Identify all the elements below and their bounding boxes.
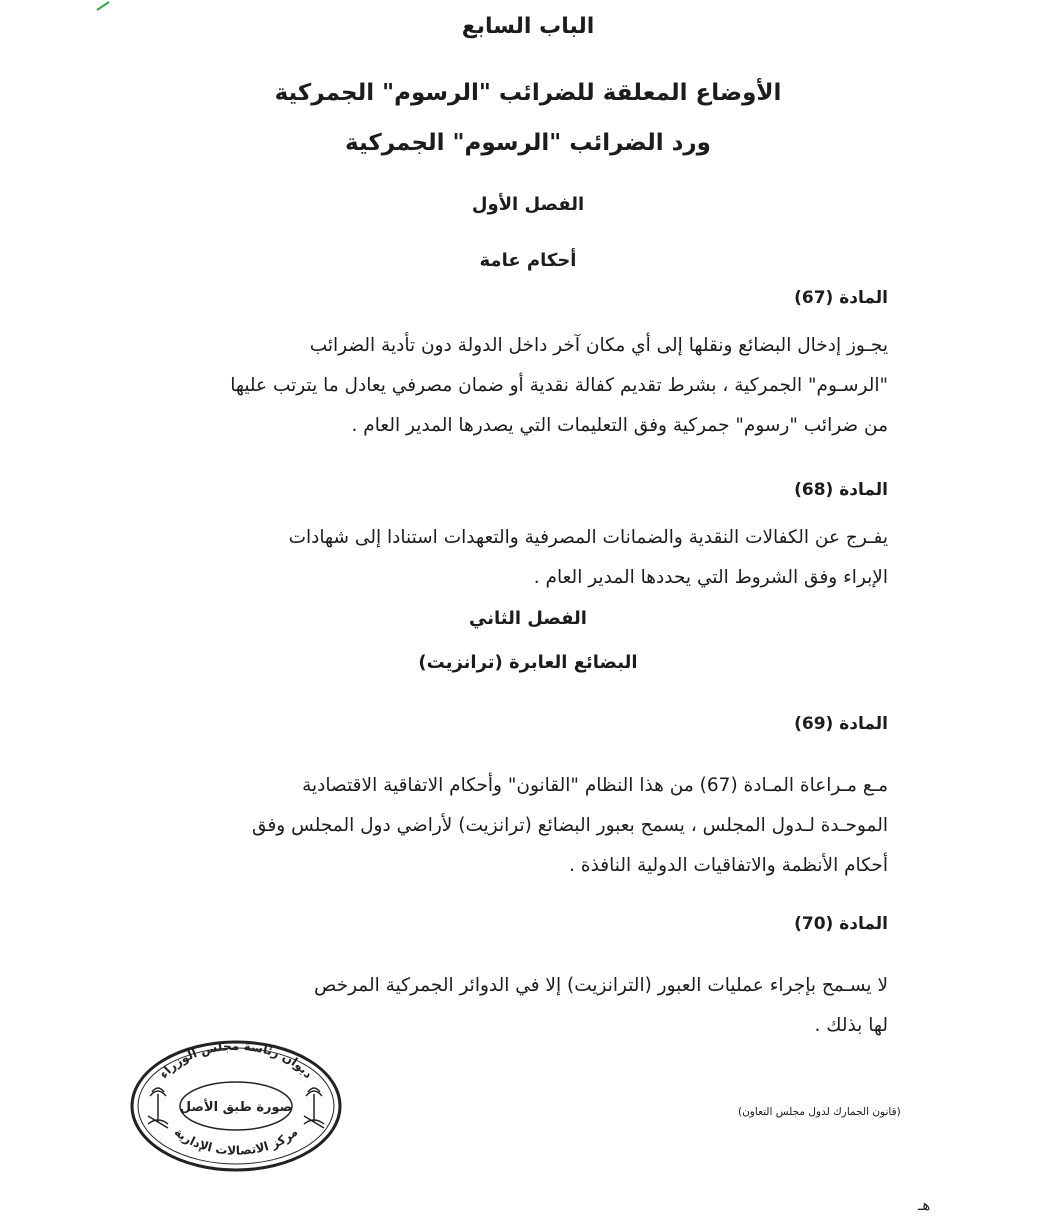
article-67-body: [168, 326, 888, 446]
section-1-heading: الفصل الأول: [471, 194, 585, 215]
article-68-line: الإبراء وفق الشروط التي يحددها المدير العام .: [533, 567, 888, 588]
footer-source-note: (قانون الجمارك لدول مجلس التعاون): [738, 1106, 901, 1118]
article-70-body: [168, 966, 888, 1046]
stamp-bottom-text: مركز الاتصالات الإدارية: [171, 1124, 301, 1158]
article-67-label: المادة (67): [794, 288, 888, 308]
official-stamp: [128, 1038, 344, 1174]
article-67-line: يجـوز إدخال البضائع ونقلها إلى أي مكان آخر داخل الدولة دون تأدية الضرائب: [309, 335, 888, 356]
section-2-subheading: البضائع العابرة (ترانزيت): [418, 652, 638, 673]
article-70-line: لا يسـمح بإجراء عمليات العبور (الترانزيت) إلا في الدوائر الجمركية المرخص: [314, 975, 888, 996]
stamp-center-text: صورة طبق الأصل: [179, 1100, 293, 1115]
palm-swords-emblem-right: [304, 1088, 324, 1128]
article-68-body: [168, 518, 888, 598]
svg-text:ديوان رئاسة مجلس الوزراء: [156, 1039, 315, 1081]
title-line-1: الأوضاع المعلقة للضرائب "الرسوم" الجمركية: [274, 80, 782, 106]
article-67-line: "الرسـوم" الجمركية ، بشرط تقديم كفالة نقدية أو ضمان مصرفي يعادل ما يترتب عليها: [230, 375, 888, 396]
article-69-label: المادة (69): [794, 714, 888, 734]
article-68-line: يفـرج عن الكفالات النقدية والضمانات المصرفية والتعهدات استنادا إلى شهادات: [288, 527, 888, 548]
title-line-2: ورد الضرائب "الرسوم" الجمركية: [345, 130, 711, 156]
article-67-line: من ضرائب "رسوم" جمركية وفق التعليمات التي يصدرها المدير العام .: [351, 415, 888, 436]
stamp-top-text: ديوان رئاسة مجلس الوزراء: [156, 1038, 316, 1082]
article-70-line: لها بذلك .: [814, 1015, 888, 1036]
article-69-body: [168, 766, 888, 886]
section-2-heading: الفصل الثاني: [469, 608, 587, 629]
palm-swords-emblem-left: [148, 1088, 168, 1128]
page-mark: هـ: [918, 1196, 931, 1214]
article-70-label: المادة (70): [794, 914, 888, 934]
section-1-subheading: أحكام عامة: [479, 250, 577, 271]
article-69-line: أحكام الأنظمة والاتفاقيات الدولية النافذة .: [569, 855, 888, 876]
chapter-heading: الباب السابع: [461, 14, 595, 39]
article-68-label: المادة (68): [794, 480, 888, 500]
green-corner-mark: [96, 0, 110, 6]
article-69-line: مـع مـراعاة المـادة (67) من هذا النظام "القانون" وأحكام الاتفاقية الاقتصادية: [302, 775, 888, 796]
article-69-line: الموحـدة لـدول المجلس ، يسمح بعبور البضائع (ترانزيت) لأراضي دول المجلس وفق: [252, 815, 888, 836]
